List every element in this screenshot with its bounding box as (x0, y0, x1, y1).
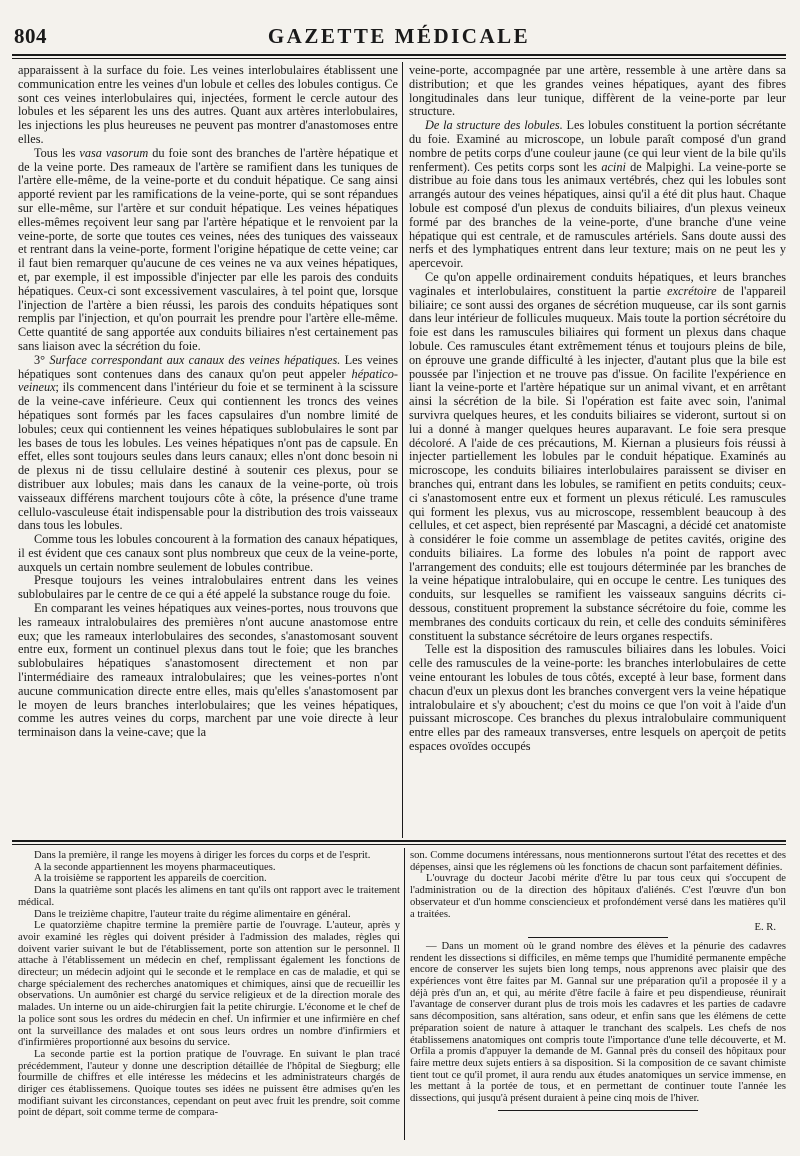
section-divider (12, 844, 786, 845)
newspaper-page (12, 14, 786, 1144)
paragraph: Dans la quatrième sont placés les alimens en tant qu'ils ont rapport avec le traitement médical. (18, 885, 400, 908)
paragraph: Le quatorzième chapitre termine la première partie de l'ouvrage. L'auteur, après y avoir examiné les règles qui doivent présider à l'admission des malades, règles qui doivent varier suivant le but de l'établissement, porte son attention sur le personnel. Il attache à l'établissement un médecin en chef, remplissant également les fonctions de directeur; un médecin adjoint qui le seconde et le remplace en cas de maladie, et qui se charge spécialement des recherches anatomiques et chimiques, ainsi que de recueillir les observations. Un aumônier est chargé du service religieux et de la direction morale des malades. Un interne ou un aide-chirurgien fait la petite chirurgie. L'économe et le chef de la police sont sous les ordres du médecin en chef. Un infirmier et une infirmière en chef ont la surveillance des malades et ont sous leurs ordres un nombre d'infirmiers et d'infirmières proportionné aux besoins du service. (18, 920, 400, 1049)
section-heading: De la structure des lobules. (425, 118, 563, 133)
page-header (12, 14, 786, 56)
end-rule (498, 1110, 698, 1111)
paragraph: — Dans un moment où le grand nombre des élèves et la pénurie des cadavres rendent les dissections si difficiles, en même temps que l'humidité permanente empêche encore de conserver les sujets bien long temps, nous apprenons avec plaisir que des expériences vont être faites par M. Gannal sur une préparation qu'il a proposée il y a déjà près d'un an, et qui, au mérite d'être facile à faire et peu dispendieuse, réunirait l'avantage de conserver durant plus de trois mois les cadavres et les parties de cadavre sans décomposition, sans altération, sans odeur, et enfin sans que les élémens de cette préparation soient de nature à attaquer le tranchant des scalpels. Les chefs de nos établissemens anatomiques ont compris toute l'importance d'une telle découverte, et M. Orfila a promis d'appuyer la demande de M. Gannal près du conseil des hôpitaux pour faire mettre deux sujets entiers à sa disposition. Si la composition de ce savant chimiste tient tout ce qu'il promet, il aura rendu aux études anatomiques un service immense, en les mettant à la portée de tous, et en permettant de continuer toute l'année les dissections, qui jusqu'à présent duraient à peine cinq mois de l'hiver. (410, 940, 786, 1105)
paragraph: veine-porte, accompagnée par une artère, ressemble à une artère dans sa distribution; et que les grandes veines hépatiques, ayant des fibres longitudinales dans leur tunique, diffèrent de la veine-porte par leur structure. (409, 64, 786, 119)
page-number: 804 (14, 24, 47, 48)
paragraph: Comme tous les lobules concourent à la formation des canaux hépatiques, il est évident que ces canaux sont plus nombreux que ceux de la veine-porte, auxquels un certain nombre seulement de lobules contribue. (18, 532, 398, 574)
feuilleton-column-left (18, 850, 400, 1138)
paragraph: Dans le treizième chapitre, l'auteur traite du régime alimentaire en général. (34, 908, 351, 920)
paragraph: Telle est la disposition des ramuscules biliaires dans les lobules. Voici celle des ramuscules de la veine-porte: les branches interlobulaires de cette veine entourant les lobules de tous côtés, excepté à leur base, forment dans chacun d'eux un plexus dont les branches convergent vers la veine hépatique intralobulaire et s'y abouchent; c'est du moins ce que l'on voit à l'aide d'un puissant microscope. Ces branches du plexus intralobulaire communiquent entre elles par des rameaux transverses, entre lesquels on aperçoit de petits espaces ovoïdes occupés (409, 642, 786, 754)
paragraph: De la structure des lobules. Les lobules constituent la portion sécrétante du foie. Examiné au microscope, un lobule paraît composé d'un grand nombre de petits corps d'une couleur jaune (ce qui leur vient de la bile qu'ils renferment). Ces petits corps sont les acini de Malpighi. La veine-porte se distribue au foie dans tous les animaux vertébrés, chez qui les lobules sont arrangés autour des veines hépatiques, ainsi qu'il a été dit plus haut. Chaque lobule est composé d'un plexus de conduits biliaires, d'un plexus veineux formé par des branches de la veine-porte, d'une branche d'une veine hépatique qui est centrale, et de ramuscules artériels. Sans doute aussi des nerfs et des lymphatiques entrent dans leur texture; mais on ne peut les y apercevoir. (409, 118, 786, 271)
header-rule (12, 58, 786, 59)
article-column-right (409, 64, 786, 834)
column-divider (404, 848, 405, 1140)
paragraph: A la seconde appartiennent les moyens pharmaceutiques. (34, 861, 276, 873)
separator-rule (528, 937, 668, 938)
journal-title: GAZETTE MÉDICALE (267, 24, 531, 48)
feuilleton-column-right (410, 850, 786, 1138)
author-signature: E. R. (754, 922, 776, 934)
paragraph: La seconde partie est la portion pratique de l'ouvrage. En suivant le plan tracé précédemment, l'auteur y donne une description détaillée de l'hôpital de Siegburg; elle fourmille de chiffres et elle intéresse les médecins et les administrateurs chargés de diriger ces établissemens. Quoique toutes ses idées ne puissent être admises qu'en les modifiant suivant les circonstances, cependant on peut avec fruit les prendre, soit comme point de départ, soit comme terme de compara- (18, 1048, 400, 1119)
paragraph: son. Comme documens intéressans, nous mentionnerons surtout l'état des recettes et des dépenses, ainsi que les réglemens où les fonctions de chacun sont parfaitement définies. (410, 850, 786, 873)
paragraph: apparaissent à la surface du foie. Les veines interlobulaires établissent une communication entre les veines d'un lobule et celles des lobules contigus. Ce sont ces veines interlobulaires qui, injectées, forment le cercle autour des lobules et les séparent les uns des autres. Quant aux artères interlobulaires, les injections les plus heureuses ne peuvent pas montrer d'anastomoses entre elles. (18, 64, 398, 146)
paragraph: Presque toujours les veines intralobulaires entrent dans les veines sublobulaires par le centre de ce qui a été appelé la substance rouge du foie. (18, 573, 398, 602)
paragraph: En comparant les veines hépatiques aux veines-portes, nous trouvons que les rameaux intralobulaires des premières n'ont aucune anastomose entre eux; que les rameaux interlobulaires des secondes, s'anastomosant souvent entre eux, forment un continuel plexus dans tout le foie; que les branches sublobulaires hépatiques s'anastomosent directement et non par l'intermédiaire des rameaux intralobulaires; que les veines-portes n'ont aucune communication directe entre elles, mais qu'elles s'anastomosent par le moyen de leurs branches interlobulaires; que les veines hépatiques, comme les autres veines du corps, marchent par une voie directe à leur terminaison dans la veine-cave; que la (18, 601, 398, 740)
column-divider (402, 62, 403, 838)
paragraph: A la troisième se rapportent les appareils de coercition. (34, 873, 267, 885)
paragraph: 3° Surface correspondant aux canaux des veines hépatiques. Les veines hépatiques sont contenues dans des canaux qu'on peut appeler hépatico-veineux; ils commencent dans l'intérieur du foie et se terminent à la scissure de la veine-cave inférieure. Ceux qui contiennent les troncs des veines hépatiques sont formés par les faces capsulaires d'un nombre limité de lobules; ceux qui contiennent les veines hépatiques sublobulaires le sont par les bases de tous les lobules. Les veines hépatiques n'ont pas de capsule. En effet, elles sont toujours seules dans leurs canaux; elles n'ont donc besoin ni de plexus ni de tissu cellulaire destiné à soutenir ces plexus, pour se distribuer aux lobules; mais dans les canaux de la veine-porte, où trois vaisseaux différens marchent toujours côte à côte, la présence d'une trame cellulo-vasculeuse était indispensable pour la distribution des trois vaisseaux dans tous les lobules. (18, 352, 398, 533)
paragraph: L'ouvrage du docteur Jacobi mérite d'être lu par tous ceux qui s'occupent de l'administration ou de la direction des hôpitaux d'aliénés. C'est l'œuvre d'un bon observateur et d'un homme consciencieux et profondément versé dans les matières qu'il a traitées. (410, 873, 786, 920)
paragraph: Ce qu'on appelle ordinairement conduits hépatiques, et leurs branches vaginales et interlobulaires, constituent la partie excrétoire de l'appareil biliaire; ce sont aussi des organes de sécrétion muqueuse, car ils sont garnis dans leur intérieur de follicules muqueux. Mais toute la portion sécrétoire du foie est dans les ramuscules biliaires qui forment un plexus dans chaque lobule. Ces ramuscules étant extrêmement ténus et toujours pleins de bile, on éprouve une grande difficulté à les injecter, d'autant plus que la bile est poussée par l'injection et ne trouve pas d'issue. On facilite l'expérience en liant la veine-porte et l'artère hépatique sur un animal vivant, et en arrêtant ainsi la sécrétion de la bile. Si l'opération est faite avec soin, l'animal survivra quelques heures, et les conduits biliaires se videront, surtout si on lui a donné à manger quelques heures auparavant. Le foie sera presque décoloré. A l'aide de ces précautions, M. Kiernan a plusieurs fois réussi à injecter partiellement les lobules par le conduit hépatique. Examinés au microscope, les conduits biliaires interlobulaires paraissent se diviser en branches qui, entrant dans les lobules, se ramifient en petits conduits; ceux-ci s'anastomosent entre eux et forment un plexus réticulé. Les ramuscules qui forment les plexus, vus au microscope, ressemblent beaucoup à des cellules, et cet aspect, bien représenté par Mascagni, a décidé cet anatomiste à considérer le foie comme un assemblage de petites cavités, origine des conduits biliaires. La forme des lobules n'a point de rapport avec l'arrangement des conduits; elle est toujours déterminée par les branches de la veine hépatique intralobulaire, qui en occupe le centre. Les tuniques des conduits, sur lesquelles se ramifient les vaisseaux sanguins décrits ci-dessous, constituent proprement la substance sécrétoire du foie, comme les membranes des conduits corticaux du rein, et celle des conduits séminifères constituent la substance sécrétoire de leurs organes respectifs. (409, 269, 786, 643)
article-column-left (18, 64, 398, 834)
paragraph: Dans la première, il range les moyens à diriger les forces du corps et de l'esprit. (34, 850, 371, 861)
section-divider (12, 840, 786, 842)
paragraph: Tous les vasa vasorum du foie sont des branches de l'artère hépatique et de la veine porte. Des rameaux de l'artère se ramifient dans les tuniques de l'artère elle-même, de la veine-porte et du conduit hépatique. Ce sang ainsi apporté revient par les ramifications de la veine-porte, qui se sont répandues sur elle-même, sur l'artère et sur conduit hépatique. Les veines hépatiques elles-mêmes reçoivent leur sang par l'artère hépatique et le renvoient par la veine-porte, de sorte que toutes ces veines, nées des tuniques des vaisseaux et rentrant dans la veine-porte, forment l'origine hépatique de cette veine; car il faut bien remarquer qu'aucune de ces veines ne va aux veines hépatiques, et, par exemple, il est impossible d'injecter par elle les parois des conduits hépatiques. Ceux-ci sont excessivement vasculaires, à tel point que, lorsque l'injection de l'artère a bien réussi, les parois des conduits hépatiques sont remplis par l'injection, et qu'on pourrait les prendre pour l'artère elle-même. Cette quantité de sang apportée aux conduits biliaires n'est certainement pas sans liaison avec la sécrétion du foie. (18, 145, 398, 353)
